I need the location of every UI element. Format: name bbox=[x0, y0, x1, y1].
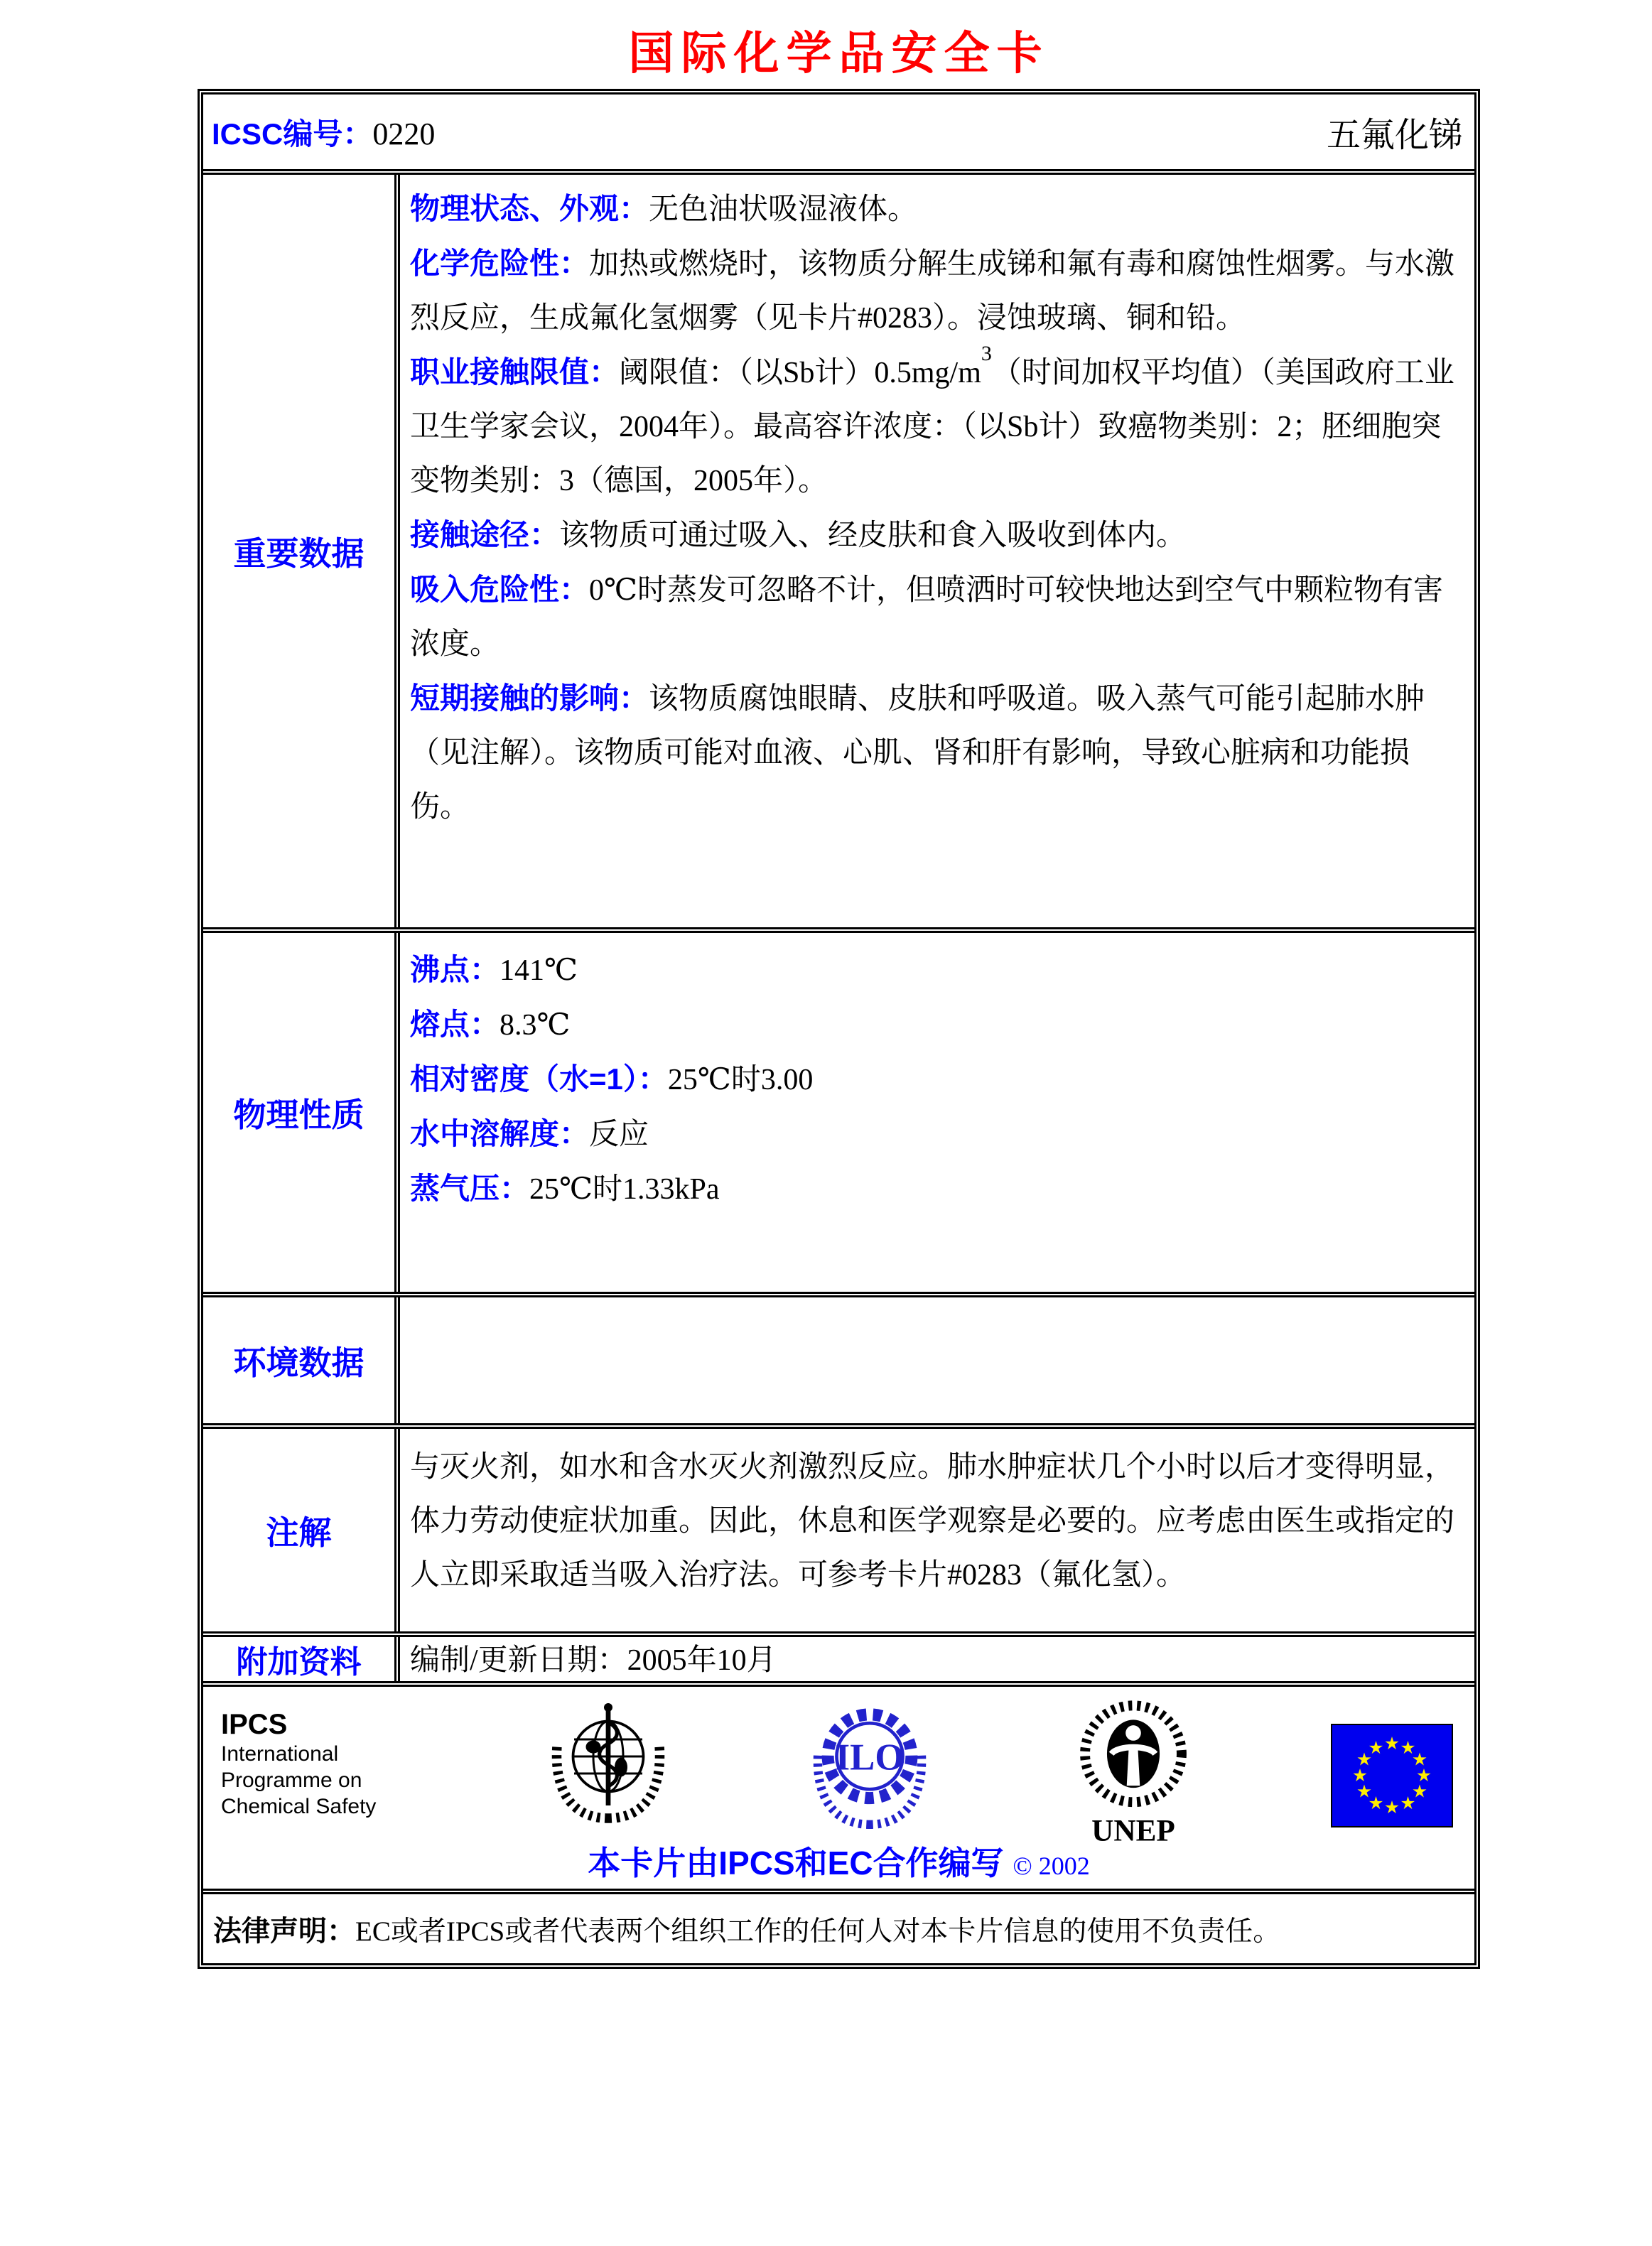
section-content-notes bbox=[400, 1429, 1474, 1631]
ipcs-line-2: Programme on bbox=[221, 1769, 362, 1792]
section-important-data bbox=[203, 169, 1474, 927]
field-label: 水中溶解度： bbox=[410, 1117, 590, 1150]
section-content-additional-info bbox=[400, 1637, 1474, 1681]
field-text: （时间加权平均值）（美国政府工业卫生学家会议，2004年）。最高容许浓度：（以Sb计）致癌物类别：2；胚细胞突变物类别：3（德国，2005年）。 bbox=[410, 357, 1454, 497]
section-physical-properties bbox=[203, 927, 1474, 1292]
page-title: 国际化学品安全卡 bbox=[628, 28, 1049, 79]
svg-text:ILO: ILO bbox=[835, 1737, 905, 1778]
paragraph-physical-state bbox=[410, 182, 1460, 237]
field-label: 化学危险性： bbox=[410, 247, 590, 280]
section-content-environmental-data bbox=[400, 1297, 1474, 1423]
section-label-important-data: 重要数据 bbox=[203, 175, 400, 927]
section-additional-info bbox=[203, 1631, 1474, 1681]
field-label: 蒸气压： bbox=[410, 1172, 530, 1205]
ipcs-acronym: IPCS bbox=[221, 1709, 288, 1740]
paragraph-occupational-limits bbox=[410, 342, 1460, 508]
field-text: 2005年10月 bbox=[627, 1644, 777, 1677]
paragraph-melting-point bbox=[410, 998, 1460, 1052]
svg-text:UNEP: UNEP bbox=[1091, 1813, 1175, 1846]
field-text: 0℃时蒸发可忽略不计，但喷洒时可较快地达到空气中颗粒物有害浓度。 bbox=[410, 574, 1444, 661]
paragraph-relative-density bbox=[410, 1052, 1460, 1107]
paragraph-chemical-danger bbox=[410, 237, 1460, 345]
paragraph-notes bbox=[410, 1440, 1460, 1602]
field-text: 与灭火剂，如水和含水灭火剂激烈反应。肺水肿症状几个小时以后才变得明显，体力劳动使症状加重。因此，休息和医学观察是必要的。应考虑由医生或指定的人立即采取适当吸入治疗法。可参考卡片#0283（氟化氢）。 bbox=[410, 1451, 1455, 1592]
ipcs-line-3: Chemical Safety bbox=[221, 1795, 377, 1818]
ipcs-line-1: International bbox=[221, 1742, 339, 1766]
header-row bbox=[203, 95, 1474, 169]
paragraph-vapor-pressure bbox=[410, 1162, 1460, 1216]
field-text: 25℃时3.00 bbox=[667, 1064, 814, 1096]
paragraph-exposure-routes bbox=[410, 508, 1460, 563]
section-content-physical-properties bbox=[400, 933, 1474, 1292]
section-label-additional-info: 附加资料 bbox=[203, 1637, 400, 1681]
section-label-physical-properties: 物理性质 bbox=[203, 933, 400, 1292]
paragraph-update-date bbox=[410, 1638, 1460, 1683]
icsc-number-value: 0220 bbox=[372, 116, 436, 151]
paragraph-boiling-point bbox=[410, 943, 1460, 998]
section-label-environmental-data: 环境数据 bbox=[203, 1297, 400, 1423]
paragraph-water-solubility bbox=[410, 1107, 1460, 1162]
legal-label: 法律声明： bbox=[213, 1916, 355, 1947]
icsc-number-label: ICSC编号： bbox=[212, 117, 373, 151]
field-text: 该物质腐蚀眼睛、皮肤和呼吸道。吸入蒸气可能引起肺水肿（见注解）。该物质可能对血液、心肌、肾和肝有影响，导致心脏病和功能损伤。 bbox=[410, 683, 1425, 824]
legal-row bbox=[203, 1889, 1474, 1963]
icsc-number bbox=[203, 111, 1327, 153]
field-label: 相对密度（水=1）： bbox=[410, 1062, 668, 1096]
field-label: 熔点： bbox=[410, 1008, 500, 1041]
section-label-notes: 注解 bbox=[203, 1429, 400, 1631]
ipcs-text-block bbox=[221, 1697, 413, 1820]
unep-logo-icon bbox=[1067, 1697, 1199, 1846]
logos-row bbox=[203, 1681, 1474, 1889]
field-label: 编制/更新日期： bbox=[410, 1644, 627, 1677]
paragraph-short-term-effects bbox=[410, 671, 1460, 834]
chemical-name: 五氟化锑 bbox=[1326, 117, 1463, 154]
field-text: 25℃时1.33kPa bbox=[529, 1173, 720, 1206]
section-content-important-data bbox=[400, 175, 1474, 927]
superscript-3: 3 bbox=[981, 342, 992, 365]
icsc-card bbox=[198, 89, 1480, 1969]
section-notes bbox=[203, 1423, 1474, 1631]
credit-line bbox=[203, 1837, 1474, 1884]
logo-strip bbox=[203, 1687, 1474, 1846]
field-label: 吸入危险性： bbox=[410, 573, 590, 606]
eu-flag-icon bbox=[1331, 1724, 1453, 1827]
field-label: 接触途径： bbox=[410, 518, 560, 551]
field-label: 沸点： bbox=[410, 953, 500, 986]
field-text: 无色油状吸湿液体。 bbox=[649, 193, 918, 226]
field-text: 141℃ bbox=[500, 954, 578, 987]
who-logo-icon bbox=[544, 1697, 672, 1825]
section-environmental-data bbox=[203, 1292, 1474, 1423]
paragraph-inhalation-risk bbox=[410, 563, 1460, 671]
field-text: 8.3℃ bbox=[500, 1009, 571, 1042]
field-label: 物理状态、外观： bbox=[410, 192, 649, 225]
field-text: 加热或燃烧时，该物质分解生成锑和氟有毒和腐蚀性烟雾。与水激烈反应，生成氟化氢烟雾（见卡片#0283）。浸蚀玻璃、铜和铅。 bbox=[410, 248, 1455, 335]
field-text: 反应 bbox=[589, 1118, 649, 1151]
field-label: 职业接触限值： bbox=[410, 355, 620, 389]
copyright-text: © 2002 bbox=[1013, 1852, 1090, 1880]
field-label: 短期接触的影响： bbox=[410, 681, 649, 715]
credit-text: 本卡片由IPCS和EC合作编写 bbox=[588, 1845, 1004, 1881]
field-text: 阈限值：（以Sb计）0.5mg/m bbox=[619, 357, 981, 389]
ilo-logo-icon bbox=[804, 1697, 936, 1829]
legal-text: EC或者IPCS或者代表两个组织工作的任何人对本卡片信息的使用不负责任。 bbox=[355, 1916, 1281, 1947]
field-text: 该物质可通过吸入、经皮肤和食入吸收到体内。 bbox=[559, 519, 1187, 552]
